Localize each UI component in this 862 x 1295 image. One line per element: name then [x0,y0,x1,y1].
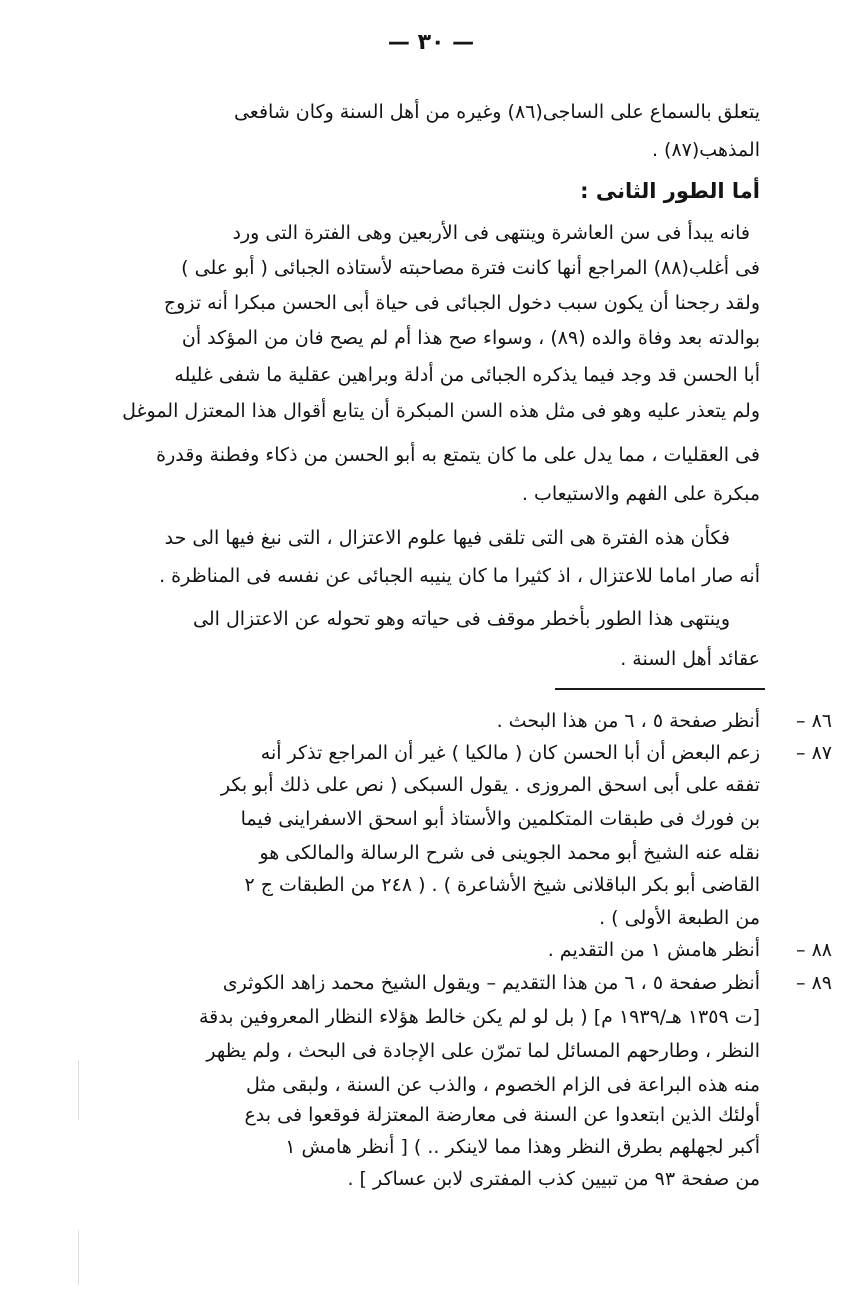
footnote-line: من الطبعة الأولى ) . [599,907,760,929]
body-line: يتعلق بالسماع على الساجى(٨٦) وغيره من أهل السنة وكان شافعى [233,101,760,123]
body-line: فكأن هذه الفترة هى التى تلقى فيها علوم الاعتزال ، التى نبغ فيها الى حد [164,527,730,549]
body-line: وينتهى هذا الطور بأخطر موقف فى حياته وهو تحوله عن الاعتزال الى [193,608,730,630]
footnote-line: أنظر هامش ١ من التقديم . [547,939,760,961]
footnote-line: أكبر لجهلهم بطرق النظر وهذا مما لاينكر .. ) [ أنظر هامش ١ [285,1136,760,1158]
footnote-number: ٨٦ – [796,710,832,732]
footnote-line: نقله عنه الشيخ أبو محمد الجوينى فى شرح الرسالة والمالكى هو [259,842,760,864]
body-line: ولم يتعذر عليه وهو فى مثل هذه السن المبكرة أن يتابع أقوال هذا المعتزل الموغل [122,400,760,422]
section-heading: أما الطور الثانى : [580,179,760,203]
body-line: مبكرة على الفهم والاستيعاب . [521,483,760,505]
footnote-line: زعم البعض أن أبا الحسن كان ( مالكيا ) غير أن المراجع تذكر أنه [260,742,760,764]
footnote-line: تفقه على أبى اسحق المروزى . يقول السبكى ( نص على ذلك أبو بكر [220,774,760,796]
body-line: فى أغلب(٨٨) المراجع أنها كانت فترة مصاحبته لأستاذه الجبائى ( أبو على ) [181,257,760,279]
body-line: عقائد أهل السنة . [620,648,760,670]
footnote-number: ٨٧ – [796,742,832,764]
footnote-line: النظر ، وطارحهم المسائل لما تمرّن على الإجادة فى البحث ، ولم يظهر [206,1040,760,1062]
body-line: المذهب(٨٧) . [651,139,760,161]
body-line: بوالدته بعد وفاة والده (٨٩) ، وسواء صح هذا أم لم يصح فان من المؤكد أن [181,327,760,349]
footnote-line: بن فورك فى طبقات المتكلمين والأستاذ أبو اسحق الاسفراينى فيما [240,808,760,830]
footnote-number: ٨٨ – [796,939,832,961]
body-line: ولقد رجحنا أن يكون سبب دخول الجبائى فى حياة أبى الحسن مبكرا أنه تزوج [163,292,760,314]
footnote-line: أنظر صفحة ٥ ، ٦ من هذا التقديم – ويقول الشيخ محمد زاهد الكوثرى [222,972,760,994]
footnote-line: أولئك الذين ابتعدوا عن السنة فى معارضة المعتزلة فوقعوا فى بدع [244,1104,760,1126]
body-line: أنه صار اماما للاعتزال ، اذ كثيرا ما كان ينيبه الجبائى عن نفسه فى المناظرة . [159,565,760,587]
footnote-line: [ت ١٣٥٩ هـ/١٩٣٩ م] ( بل لو لم يكن خالط هؤلاء النظار المعروفين بدقة [198,1006,760,1028]
footnote-separator [555,688,765,690]
body-line: أبا الحسن قد وجد فيما يذكره الجبائى من أدلة وبراهين عقلية ما شفى غليله [174,364,760,386]
scan-artifact [78,1230,79,1285]
body-line: فانه يبدأ فى سن العاشرة وينتهى فى الأربعين وهى الفترة التى ورد [232,222,750,244]
body-line: فى العقليات ، مما يدل على ما كان يتمتع به أبو الحسن من ذكاء وفطنة وقدرة [156,444,760,466]
scan-artifact [78,1060,79,1120]
footnote-number: ٨٩ – [796,972,832,994]
footnote-line: منه هذه البراعة فى الزام الخصوم ، والذب عن السنة ، ولبقى مثل [245,1074,760,1096]
footnote-line: القاضى أبو بكر الباقلانى شيخ الأشاعرة ) . ( ٢٤٨ من الطبقات ج ٢ [244,874,760,896]
page-number: — ٣٠ — [387,30,475,55]
footnote-line: من صفحة ٩٣ من تبيين كذب المفترى لابن عساكر ] . [347,1168,760,1190]
footnote-line: أنظر صفحة ٥ ، ٦ من هذا البحث . [496,710,760,732]
